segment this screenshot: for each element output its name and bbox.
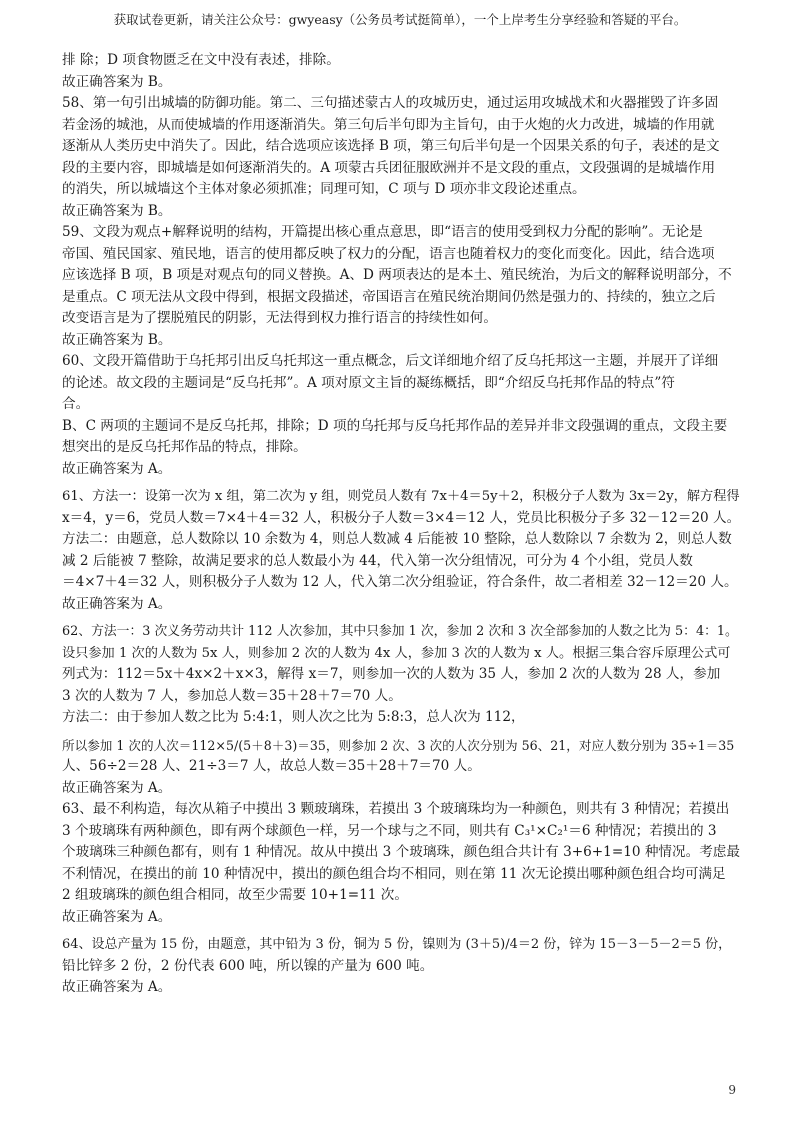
text-line: 排 除；D 项食物匮乏在文中没有表述，排除。 — [62, 52, 340, 68]
text-line: ＝4×7＋4＝32 人，则积极分子人数为 12 人，代入第二次分组验证，符合条件，故二者相差 32－12＝20 人。 — [62, 574, 738, 590]
text-line: 改变语言是为了摆脱殖民的阴影，无法得到权力推行语言的持续性如何。 — [62, 310, 497, 326]
answer-line: 故正确答案为 A。 — [62, 979, 172, 995]
text-line: 61、方法一：设第一次为 x 组，第二次为 y 组，则党员人数有 7x＋4＝5y＋2，积极分子人数为 3x＝2y，解方程得 — [62, 489, 740, 504]
text-line: 方法二：由于参加人数之比为 5:4:1，则人次之比为 5:8:3，总人次为 112， — [62, 709, 525, 725]
text-line: B、C 两项的主题词不是反乌托邦，排除；D 项的乌托邦与反乌托邦作品的差异并非文段强调的重点，文段主要 — [62, 417, 728, 434]
text-line: 若金汤的城池，从而使城墙的作用逐渐消失。第三句后半句即为主旨句，由于火炮的火力改进，城墙的作用就 — [62, 116, 715, 133]
text-line: 人、56÷2＝28 人、21÷3＝7 人，故总人数＝35＋28＋7＝70 人。 — [62, 758, 481, 774]
text-line: 应该选择 B 项，B 项是对观点句的同义替换。A、D 两项表达的是本土、殖民统治，为后文的解释说明部分，不 — [62, 267, 732, 283]
text-line: 逐渐从人类历史中消失了。因此，结合选项应该选择 B 项，第三句后半句是一个因果关系的句子，表述的是文 — [62, 138, 720, 154]
page-number: 9 — [728, 1083, 736, 1097]
text-line: 段的主要内容，即城墙是如何逐渐消失的。A 项蒙古兵团征服欧洲并不是文段的重点，文段强调的是城墙作用 — [62, 159, 716, 176]
answer-line: 故正确答案为 A。 — [62, 595, 172, 612]
text-line: 63、最不利构造，每次从箱子中摸出 3 颗玻璃珠，若摸出 3 个玻璃珠均为一种颜色，则共有 3 种情况；若摸出 — [62, 801, 730, 817]
answer-line: 故正确答案为 B。 — [62, 73, 172, 90]
answer-line: 故正确答案为 A。 — [62, 779, 172, 796]
answer-explanations — [62, 50, 740, 999]
text-line: 62、方法一：3 次义务劳动共计 112 人次参加，其中只参加 1 次，参加 2 次和 3 次全部参加的人数之比为 5：4：1。 — [62, 624, 738, 639]
text-line: 想突出的是反乌托邦作品的特点，排除。 — [62, 439, 307, 455]
answer-line: 故正确答案为 B。 — [62, 331, 172, 348]
text-line: 的消失，所以城墙这个主体对象必须抓准；同理可知，C 项与 D 项亦非文段论述重点。 — [62, 181, 586, 197]
text-line: 减 2 后能被 7 整除，故满足要求的总人数最小为 44，代入第一次分组情况，可分为 4 个小组，党员人数 — [62, 552, 693, 569]
text-line: 帝国、殖民国家、殖民地，语言的使用都反映了权力的分配，语言也随着权力的变化而变化。因此，结合选项 — [62, 245, 715, 262]
text-line: 60、文段开篇借助于乌托邦引出反乌托邦这一重点概念，后文详细地介绍了反乌托邦这一主题，并展开了详细 — [62, 353, 719, 369]
text-line: 合。 — [62, 396, 90, 412]
text-line: 3 次的人数为 7 人，参加总人数＝35＋28＋7＝70 人。 — [62, 687, 402, 704]
text-line: 3 个玻璃珠有两种颜色，即有两个球颜色一样，另一个球与之不同，则共有 C₃¹×C₂¹＝6 种情况；若摸出的 3 — [62, 822, 717, 839]
text-line: 2 组玻璃珠的颜色组合相同，故至少需要 10+1=11 次。 — [62, 887, 408, 903]
answer-line: 故正确答案为 A。 — [62, 908, 172, 925]
text-line: 个玻璃珠三种颜色都有，则有 1 种情况。故从中摸出 3 个玻璃珠，颜色组合共计有 3+6+1=10 种情况。考虑最 — [62, 844, 740, 860]
text-line: 列式为：112＝5x＋4x×2＋x×3，解得 x＝7，则参加一次的人数为 35 人，参加 2 次的人数为 28 人，参加 — [62, 666, 721, 682]
answer-line: 故正确答案为 B。 — [62, 202, 172, 219]
text-line: 铅比锌多 2 份，2 份代表 600 吨，所以镍的产量为 600 吨。 — [62, 957, 434, 974]
text-line: 58、第一句引出城墙的防御功能。第二、三句描述蒙古人的攻城历史，通过运用攻城战术和火器摧毁了许多固 — [62, 95, 719, 111]
page-header: 获取试卷更新，请关注公众号：gwyeasy（公务员考试挺简单），一个上岸考生分享经验和答疑的平台。 — [113, 12, 687, 27]
answer-line: 故正确答案为 A。 — [62, 460, 172, 477]
text-line: 的论述。故文段的主题词是“反乌托邦”。A 项对原文主旨的凝练概括，即“介绍反乌托邦作品的特点”符 — [62, 374, 675, 391]
text-line: 设只参加 1 次的人数为 5x 人，则参加 2 次的人数为 4x 人，参加 3 次的人数为 x 人。根据三集合容斥原理公式可 — [62, 645, 731, 661]
text-line: 方法二：由题意，总人数除以 10 余数为 4，则总人数减 4 后能被 10 整除，总人数除以 7 余数为 2，则总人数 — [62, 531, 732, 547]
text-line: 所以参加 1 次的人次＝112×5/(5＋8＋3)＝35，则参加 2 次、3 次的人次分别为 56、21，对应人数分别为 35÷1＝35 — [62, 737, 735, 753]
text-line: 不利情况，在摸出的前 10 种情况中，摸出的颜色组合均不相同，则在第 11 次无论摸出哪种颜色组合均可满足 — [62, 865, 726, 882]
text-line: 是重点。C 项无法从文段中得到，根据文段描述，帝国语言在殖民统治期间仍然是强力的、持续的，独立之后 — [62, 288, 716, 305]
text-line: 59、文段为观点+解释说明的结构，开篇提出核心重点意思，即“语言的使用受到权力分配的影响”。无论是 — [62, 224, 703, 240]
text-line: 64、设总产量为 15 份，由题意，其中铅为 3 份，铜为 5 份，镍则为 (3＋5)/4＝2 份，锌为 15－3－5－2＝5 份， — [62, 937, 732, 952]
text-line: x＝4，y＝6，党员人数＝7×4＋4＝32 人，积极分子人数＝3×4＝12 人，党员比积极分子多 32－12＝20 人。 — [62, 509, 741, 526]
